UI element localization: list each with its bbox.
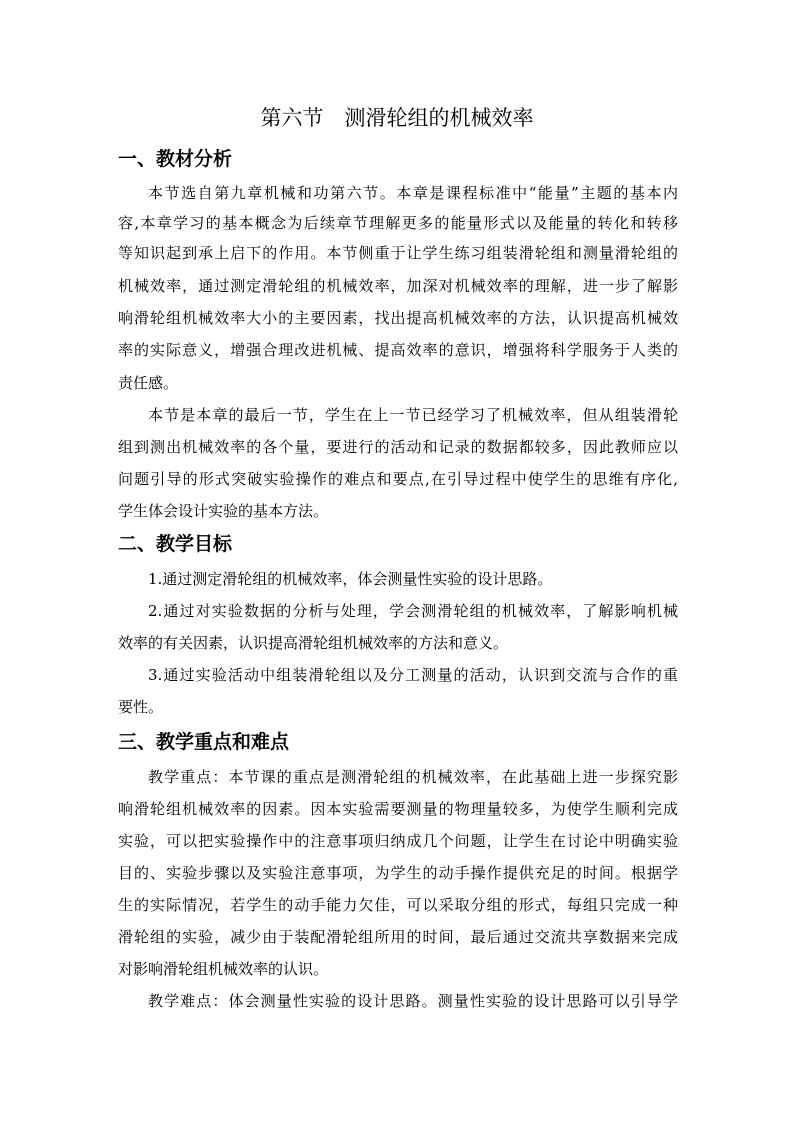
paragraph-line: 3.通过实验活动中组装滑轮组以及分工测量的活动，认识到交流与合作的重 — [148, 666, 678, 684]
section-heading-teaching-objectives: 二、教学目标 — [118, 533, 233, 555]
paragraph-line: 实验，可以把实验操作中的注意事项归纳成几个问题，让学生在讨论中明确实验 — [118, 832, 678, 850]
paragraph-line: 组到测出机械效率的各个量，要进行的活动和记录的数据都较多，因此教师应以 — [118, 438, 678, 456]
paragraph-line: 率的实际意义，增强合理改进机械、提高效率的意识，增强将科学服务于人类的 — [118, 341, 678, 359]
paragraph-line: 响滑轮组机械效率的因素。因本实验需要测量的物理量较多，为使学生顺利完成 — [118, 800, 678, 818]
paragraph-line: 容,本章学习的基本概念为后续章节理解更多的能量形式以及能量的转化和转移 — [118, 214, 678, 232]
paragraph-line: 本节是本章的最后一节，学生在上一节已经学习了机械效率，但从组装滑轮 — [148, 406, 678, 424]
paragraph-line: 教学难点：体会测量性实验的设计思路。测量性实验的设计思路可以引导学 — [148, 992, 678, 1010]
paragraph-line: 对影响滑轮组机械效率的认识。 — [118, 960, 329, 978]
paragraph-line: 问题引导的形式突破实验操作的难点和要点,在引导过程中使学生的思维有序化, — [118, 470, 678, 488]
paragraph-line: 滑轮组的实验，减少由于装配滑轮组所用的时间，最后通过交流共享数据来完成 — [118, 928, 678, 946]
paragraph-line: 1.通过测定滑轮组的机械效率，体会测量性实验的设计思路。 — [148, 570, 553, 588]
section-heading-textbook-analysis: 一、教材分析 — [118, 148, 233, 170]
paragraph-line: 要性。 — [118, 698, 164, 716]
paragraph-line: 效率的有关因素，认识提高滑轮组机械效率的方法和意义。 — [118, 634, 509, 652]
paragraph-line: 机械效率，通过测定滑轮组的机械效率，加深对机械效率的理解，进一步了解影 — [118, 277, 678, 295]
paragraph-line: 责任感。 — [118, 374, 179, 392]
paragraph-line: 教学重点：本节课的重点是测滑轮组的机械效率，在此基础上进一步探究影 — [148, 768, 678, 786]
section-heading-key-points: 三、教学重点和难点 — [118, 731, 290, 753]
paragraph-line: 目的、实验步骤以及实验注意事项，为学生的动手操作提供充足的时间。根据学 — [118, 864, 678, 882]
paragraph-line: 响滑轮组机械效率大小的主要因素，找出提高机械效率的方法，认识提高机械效 — [118, 309, 678, 327]
paragraph-line: 生的实际情况，若学生的动手能力欠佳，可以采取分组的形式，每组只完成一种 — [118, 896, 678, 914]
page-title: 第六节 测滑轮组的机械效率 — [260, 106, 534, 130]
paragraph-line: 学生体会设计实验的基本方法。 — [118, 502, 329, 520]
paragraph-line: 本节选自第九章机械和功第六节。本章是课程标准中“能量”主题的基本内 — [148, 184, 678, 202]
paragraph-line: 等知识起到承上启下的作用。本节侧重于让学生练习组装滑轮组和测量滑轮组的 — [118, 244, 678, 262]
paragraph-line: 2.通过对实验数据的分析与处理，学会测滑轮组的机械效率，了解影响机械 — [148, 602, 678, 620]
